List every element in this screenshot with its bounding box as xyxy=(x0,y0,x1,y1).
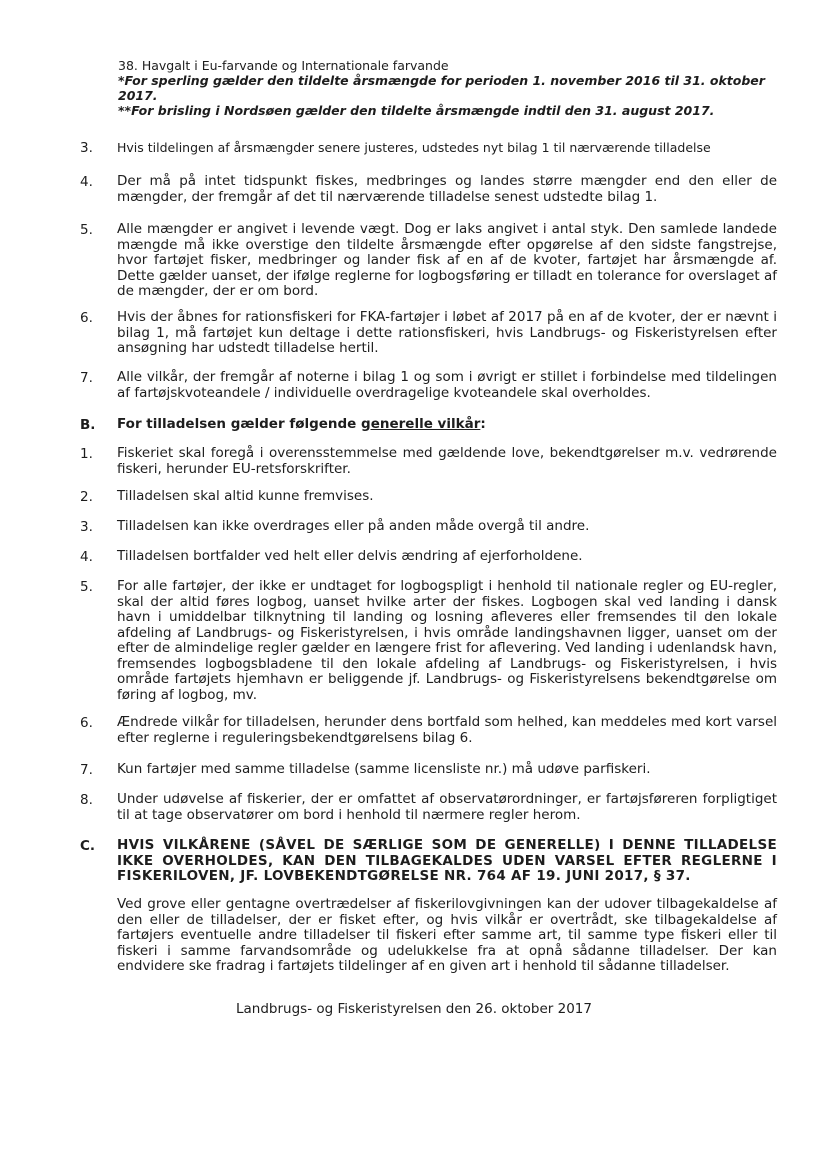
item-number: 3. xyxy=(80,519,93,535)
section-title: HVIS VILKÅRENE (SÅVEL DE SÆRLIGE SOM DE GENERELLE) I DENNE TILLADELSE IKKE OVERHOLDES, KAN DEN TILBAGEKALDES UDEN VARSEL EFTER REGLERNE I FISKERILOVEN, JF. LOVBEKENDTGØRELSE NR. 764 AF 19. JUNI 2017, § 37. xyxy=(117,837,777,884)
item-number: 2. xyxy=(80,489,93,505)
item-text: Tilladelsen bortfalder ved helt eller delvis ændring af ejerforholdene. xyxy=(117,548,583,564)
section-title-underlined: generelle vilkår xyxy=(361,416,481,432)
top-note-footnote: *For sperling gælder den tildelte årsmængde for perioden 1. november 2016 til 31. oktober 2017. xyxy=(118,73,765,103)
item-text: Kun fartøjer med samme tilladelse (samme licensliste nr.) må udøve parfiskeri. xyxy=(117,761,651,777)
section-paragraph: Ved grove eller gentagne overtrædelser af fiskerilovgivningen kan der udover tilbagekaldelse af den eller de tilladelser, der er fisket efter, og hvis vilkår er overtrådt, ske tilbagekaldelse af fartøjers eventuelle andre tilladelser til fiskeri efter samme art, til samme type fiskeri eller til fiskeri i samme farvandsområde og udelukkelse fra at opnå sådanne tilladelser. Der kan endvidere ske fradrag i fartøjets tildelinger af en given art i henhold til sådanne tilladelser. xyxy=(117,896,777,974)
item-text: Hvis tildelingen af årsmængder senere justeres, udstedes nyt bilag 1 til nærværende tilladelse xyxy=(117,140,711,155)
item-number: 4. xyxy=(80,174,93,190)
item-number: 6. xyxy=(80,715,93,731)
item-number: 3. xyxy=(80,140,93,156)
item-number: 4. xyxy=(80,549,93,565)
item-text: Der må på intet tidspunkt fiskes, medbringes og landes større mængder end den eller de mængder, der fremgår af det til nærværende tilladelse senest udstedte bilag 1. xyxy=(117,173,777,205)
section-title-colon: : xyxy=(480,416,486,432)
top-note-footnote: **For brisling i Nordsøen gælder den tildelte årsmængde indtil den 31. august 2017. xyxy=(118,103,715,118)
item-text: Tilladelsen kan ikke overdrages eller på anden måde overgå til andre. xyxy=(117,518,590,534)
top-note-line: 38. Havgalt i Eu-farvande og Internationale farvande xyxy=(118,58,449,73)
section-title-text: For tilladelsen gælder følgende xyxy=(117,416,362,432)
item-text: Alle vilkår, der fremgår af noterne i bilag 1 og som i øvrigt er stillet i forbindelse med tildelingen af fartøjskvoteandele / individuelle overdragelige kvoteandele skal overholdes. xyxy=(117,369,777,401)
item-text: Tilladelsen skal altid kunne fremvises. xyxy=(117,488,374,504)
item-text: Fiskeriet skal foregå i overensstemmelse med gældende love, bekendtgørelser m.v. vedrørende fiskeri, herunder EU-retsforskrifter. xyxy=(117,445,777,477)
item-number: 6. xyxy=(80,310,93,326)
item-number: 5. xyxy=(80,579,93,595)
item-number: 7. xyxy=(80,762,93,778)
item-number: 1. xyxy=(80,446,93,462)
item-number: 5. xyxy=(80,222,93,238)
section-title xyxy=(117,417,777,433)
item-number: 7. xyxy=(80,370,93,386)
item-text: Alle mængder er angivet i levende vægt. Dog er laks angivet i antal styk. Den samlede landede mængde må ikke overstige den tildelte årsmængde efter opgørelse af den sidste fangstrejse, hvor fartøjet fisker, medbringer og lander fisk af en af de kvoter, fartøjet har årsmængde af. Dette gælder uanset, der ifølge reglerne for logbogsføring er tilladt en tolerance for overslaget af de mængder, der er om bord. xyxy=(117,221,777,299)
item-text: Hvis der åbnes for rationsfiskeri for FKA-fartøjer i løbet af 2017 på en af de kvoter, der er nævnt i bilag 1, må fartøjet kun deltage i dette rationsfiskeri, hvis Landbrugs- og Fiskeristyrelsen efter ansøgning har udstedt tilladelse hertil. xyxy=(117,309,777,356)
item-text: For alle fartøjer, der ikke er undtaget for logbogspligt i henhold til nationale regler og EU-regler, skal der altid føres logbog, uanset hvilke arter der fiskes. Logbogen skal ved landing i dansk havn i umiddelbar tilknytning til landing og losning afleveres eller fremsendes til den lokale afdeling af Landbrugs- og Fiskeristyrelsen, i hvis område landingshavnen ligger, uanset om der efter de almindelige regler gælder en længere frist for aflevering. Ved landing i udenlandsk havn, fremsendes logbogsbladene til den lokale afdeling af Landbrugs- og Fiskeristyrelsen, i hvis område fartøjets hjemhavn er beliggende jf. Landbrugs- og Fiskeristyrelsens bekendtgørelse om føring af logbog, mv. xyxy=(117,578,777,703)
section-letter: C. xyxy=(80,838,96,854)
item-text: Ændrede vilkår for tilladelsen, herunder dens bortfald som helhed, kan meddeles med kort varsel efter reglerne i reguleringsbekendtgørelsens bilag 6. xyxy=(117,714,777,746)
signature-line: Landbrugs- og Fiskeristyrelsen den 26. oktober 2017 xyxy=(236,1001,592,1017)
section-letter: B. xyxy=(80,417,96,433)
top-note xyxy=(118,58,778,118)
item-text: Under udøvelse af fiskerier, der er omfattet af observatørordninger, er fartøjsføreren forpligtiget til at tage observatører om bord i henhold til nærmere regler herom. xyxy=(117,791,777,823)
item-number: 8. xyxy=(80,792,93,808)
